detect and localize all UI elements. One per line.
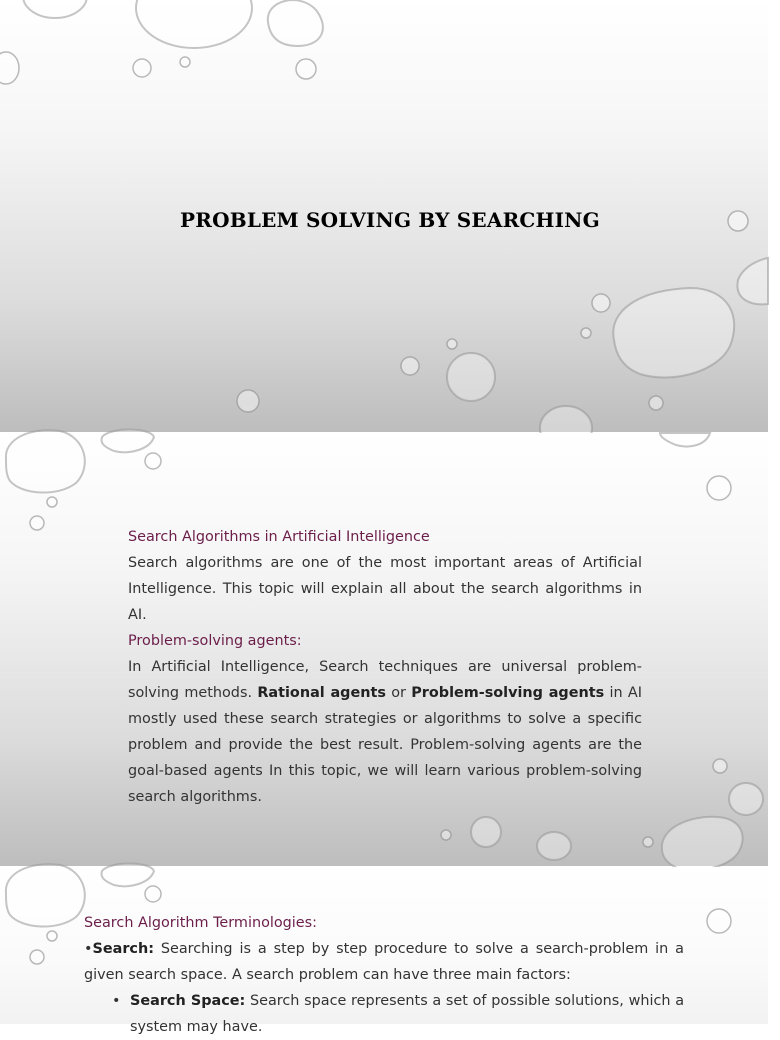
content-slide-terminologies (0, 867, 768, 1035)
term-problem-solving-agents: Problem-solving agents (411, 685, 605, 701)
paragraph-problem-solving (128, 654, 642, 810)
section-heading-search-algorithms: Search Algorithms in Artificial Intelligence (128, 529, 430, 545)
paragraph-text: in AI mostly used these search strategies or algorithms to solve a specific problem and provide the best result. Problem-solving agents are the goal-based agents In this topic, we will learn various problem-solving search algorithms. (128, 685, 642, 805)
paragraph-text: or (385, 685, 412, 701)
slide-body (84, 910, 684, 1040)
content-slide-search-algorithms (0, 433, 768, 866)
paragraph-intro: Search algorithms are one of the most important areas of Artificial Intelligence. This topic will explain all about the search algorithms in AI. (128, 555, 642, 623)
slide-body (128, 524, 642, 810)
title-slide (0, 0, 768, 432)
sub-bullet-search-space (84, 988, 684, 1040)
section-heading-terminologies: Search Algorithm Terminologies: (84, 915, 318, 931)
paragraph-text: In Artificial Intelligence, Search techniques are universal problem-solving methods. (128, 659, 642, 701)
bullet-marker: • (84, 941, 93, 957)
bullet-text: Searching is a step by step procedure to solve a search-problem in a given search space. A search problem can have three main factors: (84, 941, 684, 983)
section-heading-problem-solving-agents: Problem-solving agents: (128, 633, 302, 649)
bullet-search (84, 936, 684, 988)
slide-title: PROBLEM SOLVING BY SEARCHING (180, 208, 600, 232)
term-rational-agents: Rational agents (257, 685, 386, 701)
bullet-text: Search space represents a set of possible solutions, which a system may have. (130, 993, 685, 1035)
term-search-space: Search Space: (130, 993, 246, 1009)
bullet-marker: • (112, 993, 121, 1009)
term-search: Search: (92, 941, 154, 957)
